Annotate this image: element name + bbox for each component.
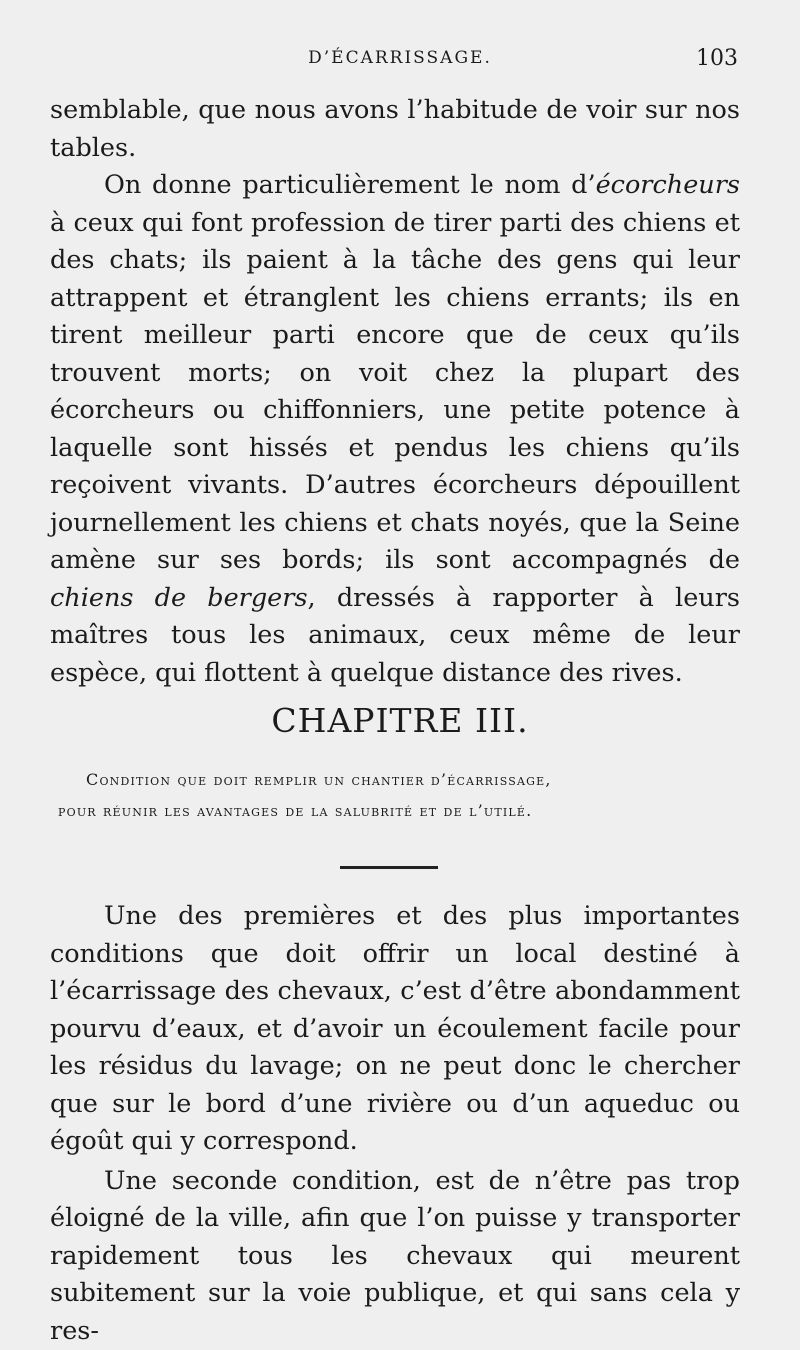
body-text-section-1 [50, 92, 740, 692]
running-title: D’ÉCARRISSAGE. [0, 48, 800, 68]
paragraph-first-condition: Une des premières et des plus importantes conditions que doit offrir un local destiné à l’écarrissage des chevaux, c’est d’être abondamment pourvu d’eaux, et d’avoir un écoulement facile pour les résidus du lavage; on ne peut donc le chercher que sur le bord d’une rivière ou d’un aqueduc ou égoût qui y correspond. [50, 898, 740, 1161]
text-run: , dressés à rapporter à leurs maîtres tous les animaux, ceux même de leur espèce, qui flottent à quelque distance des rives. [50, 583, 740, 688]
chapter-title: CHAPITRE III. [0, 701, 800, 740]
italic-term-chiens-de-bergers: chiens de bergers [50, 583, 308, 613]
italic-term-ecorcheurs: écorcheurs [596, 170, 740, 200]
paragraph-second-condition: Une seconde condition, est de n’être pas trop éloigné de la ville, afin que l’on puisse y transporter rapidement tous les chevaux qui meurent subitement sur la voie publique, et qui sans cela y res- [50, 1163, 740, 1350]
paragraph-continuation: semblable, que nous avons l’habitude de voir sur nos tables. [50, 92, 740, 167]
paragraph-ecorcheurs [50, 167, 740, 692]
text-run: à ceux qui font profession de tirer parti des chiens et des chats; ils paient à la tâche des gens qui leur attrappent et étranglent les chiens errants; ils en tirent meilleur parti encore que de ceux qu’ils trouvent morts; on voit chez la plupart des écorcheurs ou chiffonniers, une petite potence à laquelle sont hissés et pendus les chiens qu’ils reçoivent vivants. D’autres écorcheurs dépouillent journellement les chiens et chats noyés, que la Seine amène sur ses bords; ils sont accompagnés de [50, 208, 740, 576]
body-text-section-2 [50, 898, 740, 1350]
chapter-subtitle-rest: pour réunir les avantages de la salubrité et de l’utilé. [58, 795, 748, 826]
page-header [0, 48, 800, 78]
section-divider-rule [340, 866, 438, 869]
page-number: 103 [696, 46, 738, 71]
text-run: On donne particulièrement le nom d’ [104, 170, 596, 200]
chapter-subtitle [58, 764, 748, 826]
chapter-subtitle-line-1: Condition que doit remplir un chantier d’écarrissage, [58, 764, 748, 795]
